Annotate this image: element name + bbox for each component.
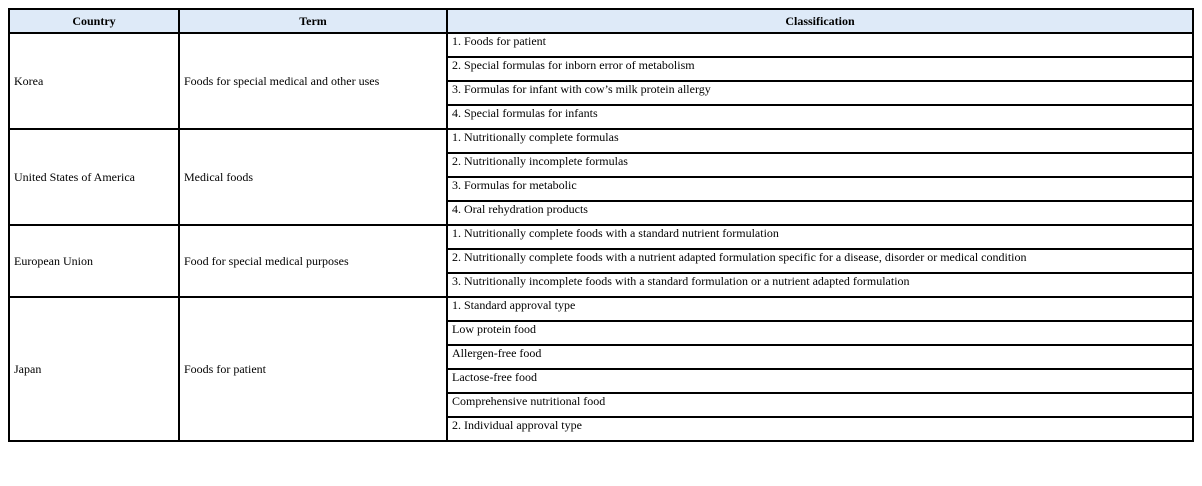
term-cell: Food for special medical purposes bbox=[179, 225, 447, 297]
header-row bbox=[9, 9, 1193, 33]
classification-cell: Comprehensive nutritional food bbox=[447, 393, 1193, 417]
table-row bbox=[9, 297, 1193, 321]
classification-cell: 1. Nutritionally complete formulas bbox=[447, 129, 1193, 153]
term-cell: Foods for patient bbox=[179, 297, 447, 441]
classification-cell: 3. Nutritionally incomplete foods with a standard formulation or a nutrient adapted formulation bbox=[447, 273, 1193, 297]
country-cell: European Union bbox=[9, 225, 179, 297]
table-row bbox=[9, 33, 1193, 57]
classification-cell: 1. Standard approval type bbox=[447, 297, 1193, 321]
classification-cell: Allergen-free food bbox=[447, 345, 1193, 369]
table-body bbox=[9, 33, 1193, 441]
country-cell: Japan bbox=[9, 297, 179, 441]
classification-cell: 2. Special formulas for inborn error of metabolism bbox=[447, 57, 1193, 81]
classification-cell: 1. Foods for patient bbox=[447, 33, 1193, 57]
country-cell: Korea bbox=[9, 33, 179, 129]
classification-cell: 2. Individual approval type bbox=[447, 417, 1193, 441]
header-classification: Classification bbox=[447, 9, 1193, 33]
table-row bbox=[9, 129, 1193, 153]
classification-cell: 2. Nutritionally complete foods with a nutrient adapted formulation specific for a disease, disorder or medical condition bbox=[447, 249, 1193, 273]
header-term: Term bbox=[179, 9, 447, 33]
classification-cell: 1. Nutritionally complete foods with a standard nutrient formulation bbox=[447, 225, 1193, 249]
classification-cell: 2. Nutritionally incomplete formulas bbox=[447, 153, 1193, 177]
term-cell: Foods for special medical and other uses bbox=[179, 33, 447, 129]
classification-cell: Low protein food bbox=[447, 321, 1193, 345]
classification-cell: 3. Formulas for metabolic bbox=[447, 177, 1193, 201]
classification-table bbox=[8, 8, 1194, 442]
country-cell: United States of America bbox=[9, 129, 179, 225]
term-cell: Medical foods bbox=[179, 129, 447, 225]
header-country: Country bbox=[9, 9, 179, 33]
classification-cell: Lactose-free food bbox=[447, 369, 1193, 393]
table-row bbox=[9, 225, 1193, 249]
classification-cell: 4. Oral rehydration products bbox=[447, 201, 1193, 225]
classification-cell: 4. Special formulas for infants bbox=[447, 105, 1193, 129]
classification-cell: 3. Formulas for infant with cow’s milk protein allergy bbox=[447, 81, 1193, 105]
